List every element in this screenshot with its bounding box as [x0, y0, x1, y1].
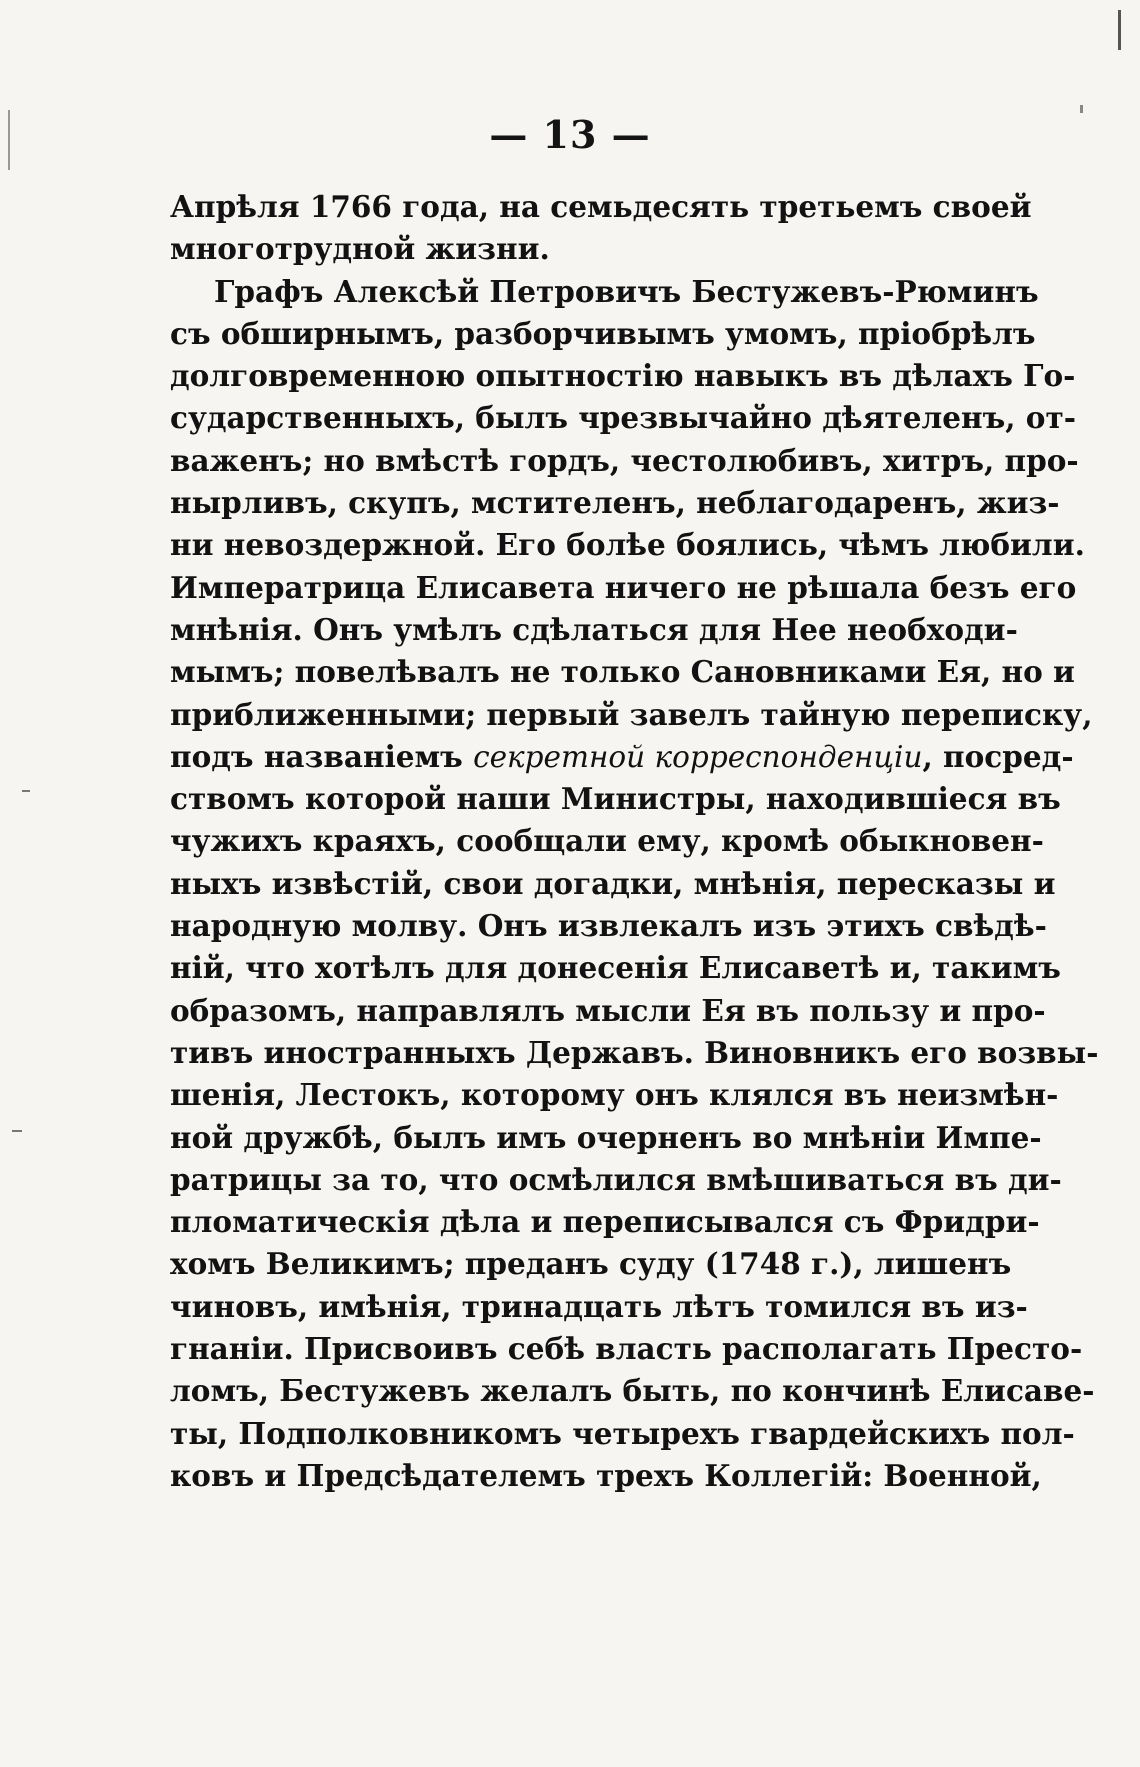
text-line: многотрудной жизни. — [170, 231, 550, 267]
italic-term: секретной корреспонденціи — [473, 739, 923, 774]
text-line: народную молву. Онъ извлекалъ изъ этихъ свѣдѣ- — [170, 908, 1047, 944]
scan-artifact — [22, 790, 30, 792]
text-line: ковъ и Предсѣдателемъ трехъ Коллегій: Военной, — [170, 1457, 1042, 1493]
scan-artifact — [8, 110, 10, 170]
text-line: ній, что хотѣлъ для донесенія Елисаветѣ и, такимъ — [170, 950, 1061, 986]
text-line: мнѣнія. Онъ умѣлъ сдѣлаться для Нее необходи- — [170, 611, 1018, 647]
text-line: ратрицы за то, что осмѣлился вмѣшиваться въ ди- — [170, 1161, 1062, 1197]
text-line: Графъ Алексѣй Петровичъ Бестужевъ-Рюминъ — [214, 273, 1039, 309]
text-line: чужихъ краяхъ, сообщали ему, кромѣ обыкновен- — [170, 823, 1044, 859]
text-line: сударственныхъ, былъ чрезвычайно дѣятеленъ, от- — [170, 400, 1077, 436]
body-text — [170, 186, 1099, 1497]
text-line: долговременною опытностію навыкъ въ дѣлахъ Го- — [170, 358, 1076, 394]
text-line: Апрѣля 1766 года, на семьдесять третьемъ своей — [170, 189, 1032, 224]
text-line: ныхъ извѣстій, свои догадки, мнѣнія, пересказы и — [170, 865, 1056, 901]
text-line: тивъ иностранныхъ Державъ. Виновникъ его возвы- — [170, 1034, 1099, 1070]
text-line: ной дружбѣ, былъ имъ очерненъ во мнѣніи Импе- — [170, 1119, 1042, 1155]
text-line: ствомъ которой наши Министры, находившіеся въ — [170, 781, 1061, 817]
text-line: приближенными; первый завелъ тайную переписку, — [170, 696, 1093, 732]
text-fragment: подъ названіемъ — [170, 738, 474, 774]
text-line: пломатическія дѣла и переписывался съ Фридри- — [170, 1204, 1040, 1240]
text-line: образомъ, направлялъ мысли Ея въ пользу и про- — [170, 992, 1046, 1028]
text-line: Императрица Елисавета ничего не рѣшала безъ его — [170, 569, 1077, 605]
scan-artifact — [12, 1130, 22, 1132]
scan-artifact — [1080, 105, 1083, 113]
text-line: чиновъ, имѣнія, тринадцать лѣтъ томился въ из- — [170, 1288, 1028, 1324]
text-line: нырливъ, скупъ, мстителенъ, неблагодаренъ, жиз- — [170, 485, 1060, 521]
text-line: хомъ Великимъ; преданъ суду (1748 г.), лишенъ — [170, 1246, 1012, 1282]
text-line-with-italic — [170, 736, 1074, 778]
text-line: ты, Подполковникомъ четырехъ гвардейскихъ пол- — [170, 1415, 1075, 1451]
text-line: шенія, Лестокъ, которому онъ клялся въ неизмѣн- — [170, 1077, 1059, 1113]
page-number: — 13 — — [489, 112, 651, 157]
text-line: мымъ; повелѣвалъ не только Сановниками Ея, но и — [170, 654, 1075, 690]
text-line: ломъ, Бестужевъ желалъ быть, по кончинѣ Елисаве- — [170, 1373, 1095, 1409]
text-line: съ обширнымъ, разборчивымъ умомъ, пріобрѣлъ — [170, 315, 1036, 351]
text-line: гнаніи. Присвоивъ себѣ власть располагать Престо- — [170, 1331, 1083, 1367]
text-fragment: , посред- — [922, 738, 1074, 774]
text-line: важенъ; но вмѣстѣ гордъ, честолюбивъ, хитръ, про- — [170, 442, 1079, 478]
scan-artifact — [1118, 10, 1121, 50]
text-line: ни невоздержной. Его болѣе боялись, чѣмъ любили. — [170, 527, 1085, 563]
